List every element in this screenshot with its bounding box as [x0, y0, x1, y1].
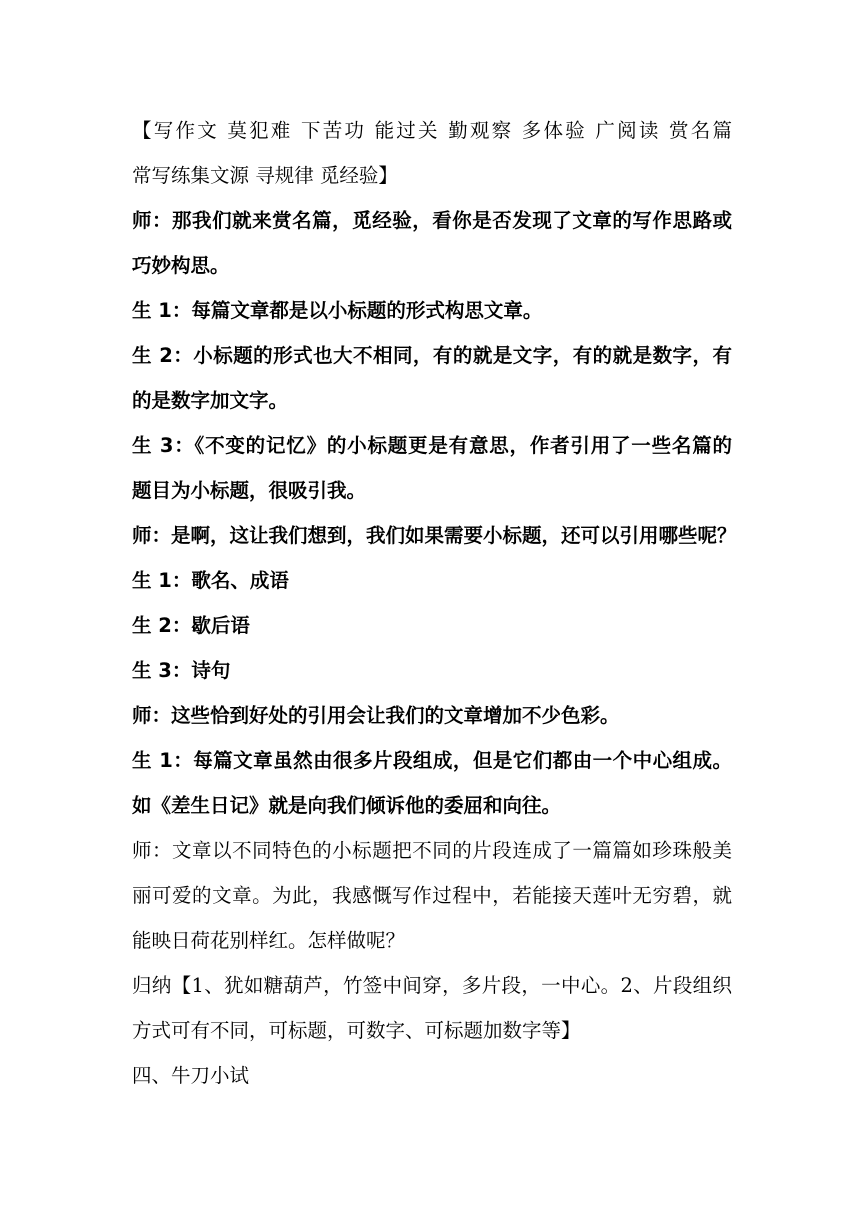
- text-line: 师：文章以不同特色的小标题把不同的片段连成了一篇篇如珍珠般美: [132, 839, 732, 862]
- text-line: 生 3：诗句: [132, 659, 231, 682]
- text-line: 常写练集文源 寻规律 觅经验】: [132, 164, 398, 187]
- text-line: 巧妙构思。: [132, 254, 230, 277]
- text-line: 师：那我们就来赏名篇，觅经验，看你是否发现了文章的写作思路或: [132, 209, 732, 232]
- text-line: 能映日荷花别样红。怎样做呢？: [132, 929, 406, 952]
- text-line: 题目为小标题，很吸引我。: [132, 479, 367, 502]
- text-line: 归纳【1、犹如糖葫芦，竹签中间穿，多片段，一中心。2、片段组织: [132, 974, 732, 997]
- text-line: 丽可爱的文章。为此，我感慨写作过程中，若能接天莲叶无穷碧，就: [132, 884, 732, 907]
- text-line: 生 2：歇后语: [132, 614, 250, 637]
- text-line: 师：这些恰到好处的引用会让我们的文章增加不少色彩。: [132, 704, 620, 727]
- text-line: 如《差生日记》就是向我们倾诉他的委屈和向往。: [132, 794, 562, 817]
- text-line: 师：是啊，这让我们想到，我们如果需要小标题，还可以引用哪些呢？: [132, 524, 737, 547]
- text-line: 生 2：小标题的形式也大不相同，有的就是文字，有的就是数字，有: [132, 344, 732, 367]
- text-line: 生 1：歌名、成语: [132, 569, 289, 592]
- text-line: 生 3：《不变的记忆》的小标题更是有意思，作者引用了一些名篇的: [132, 434, 732, 457]
- text-line: 生 1：每篇文章都是以小标题的形式构思文章。: [132, 299, 543, 322]
- section-heading: 四、牛刀小试: [132, 1064, 250, 1087]
- text-line: 方式可有不同，可标题，可数字、可标题加数字等】: [132, 1019, 581, 1042]
- text-line: 【写作文 莫犯难 下苦功 能过关 勤观察 多体验 广阅读 赏名篇: [132, 119, 732, 142]
- document-page: [132, 108, 737, 1098]
- text-line: 的是数字加文字。: [132, 389, 289, 412]
- text-line: 生 1：每篇文章虽然由很多片段组成，但是它们都由一个中心组成。: [132, 749, 732, 772]
